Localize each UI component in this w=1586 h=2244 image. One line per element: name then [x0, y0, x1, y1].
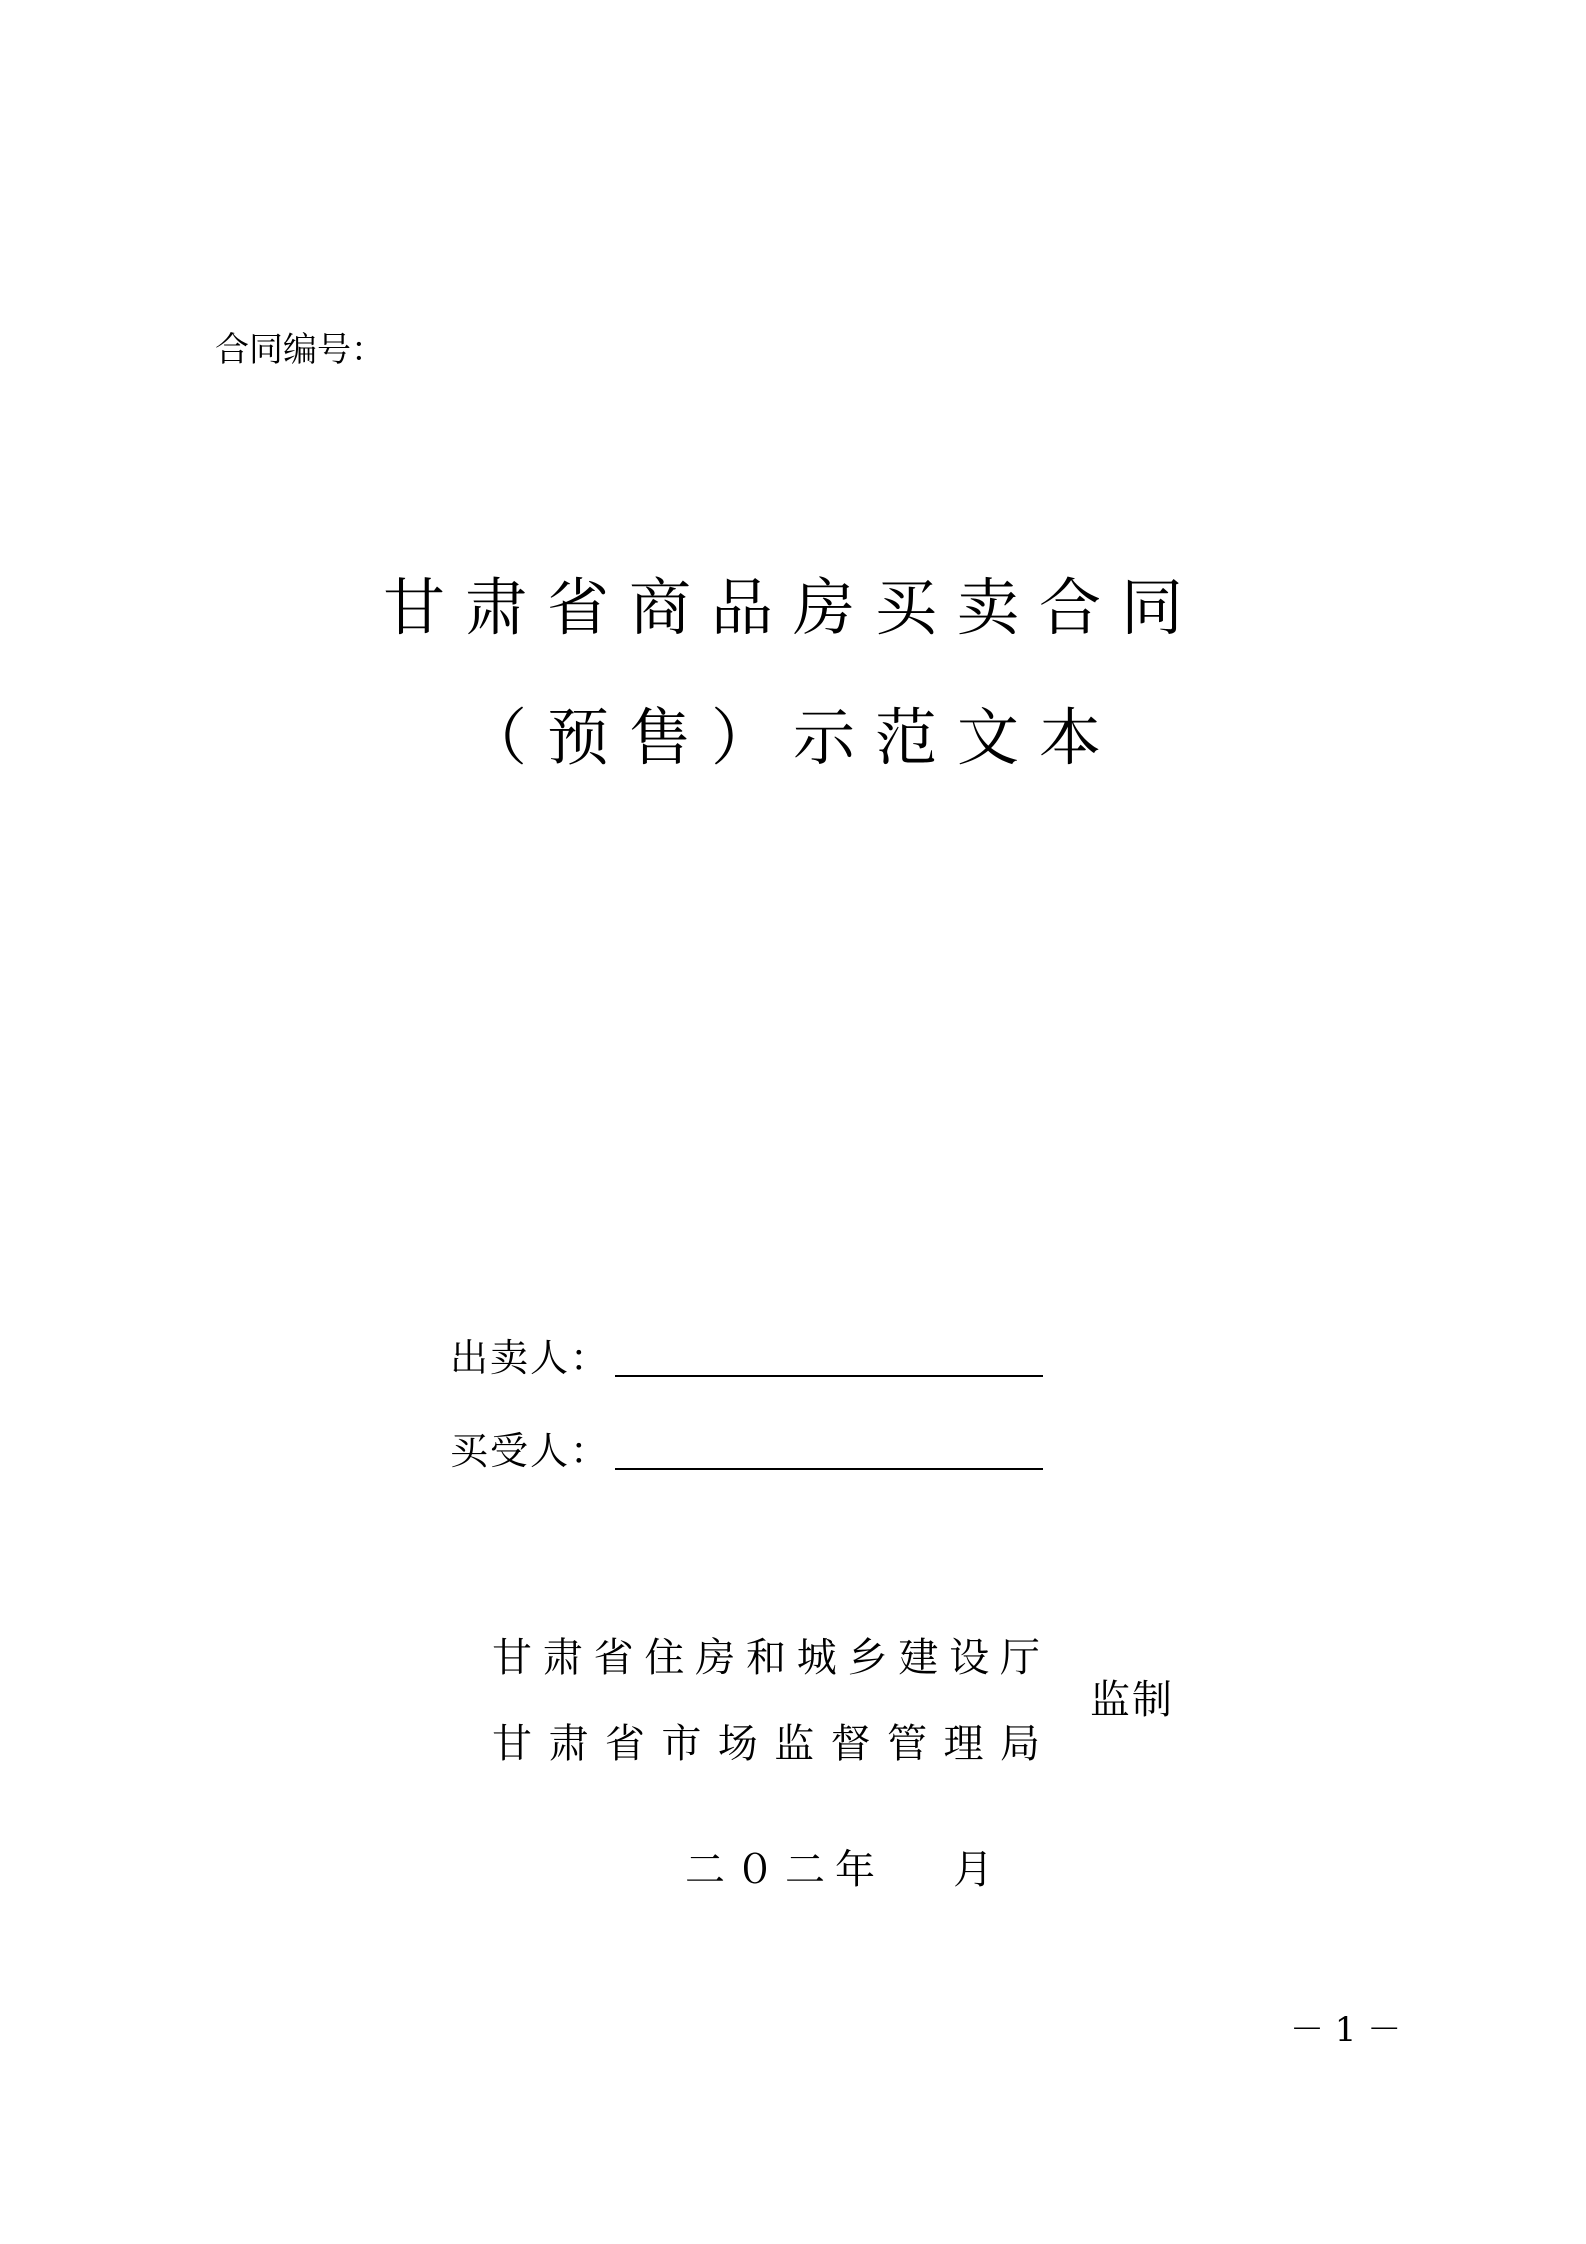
issuing-authority-market: 甘肃省市场监督管理局 [492, 1721, 1040, 1767]
contract-number-label: 合同编号： [215, 330, 385, 370]
seller-label: 出卖人： [450, 1336, 611, 1380]
document-subtitle: （预售）示范文本 [464, 701, 1121, 774]
seller-blank-line [615, 1375, 1043, 1377]
page-number: － 1 － [1290, 2010, 1402, 2050]
issuing-authority-housing: 甘肃省住房和城乡建设厅 [492, 1635, 1040, 1681]
date-line: 二０二年 月 [685, 1847, 1004, 1893]
supervise-label: 监制 [1090, 1677, 1174, 1723]
document-title: 甘肃省商品房买卖合同 [382, 571, 1203, 644]
buyer-label: 买受人： [450, 1429, 611, 1473]
buyer-blank-line [615, 1468, 1043, 1470]
